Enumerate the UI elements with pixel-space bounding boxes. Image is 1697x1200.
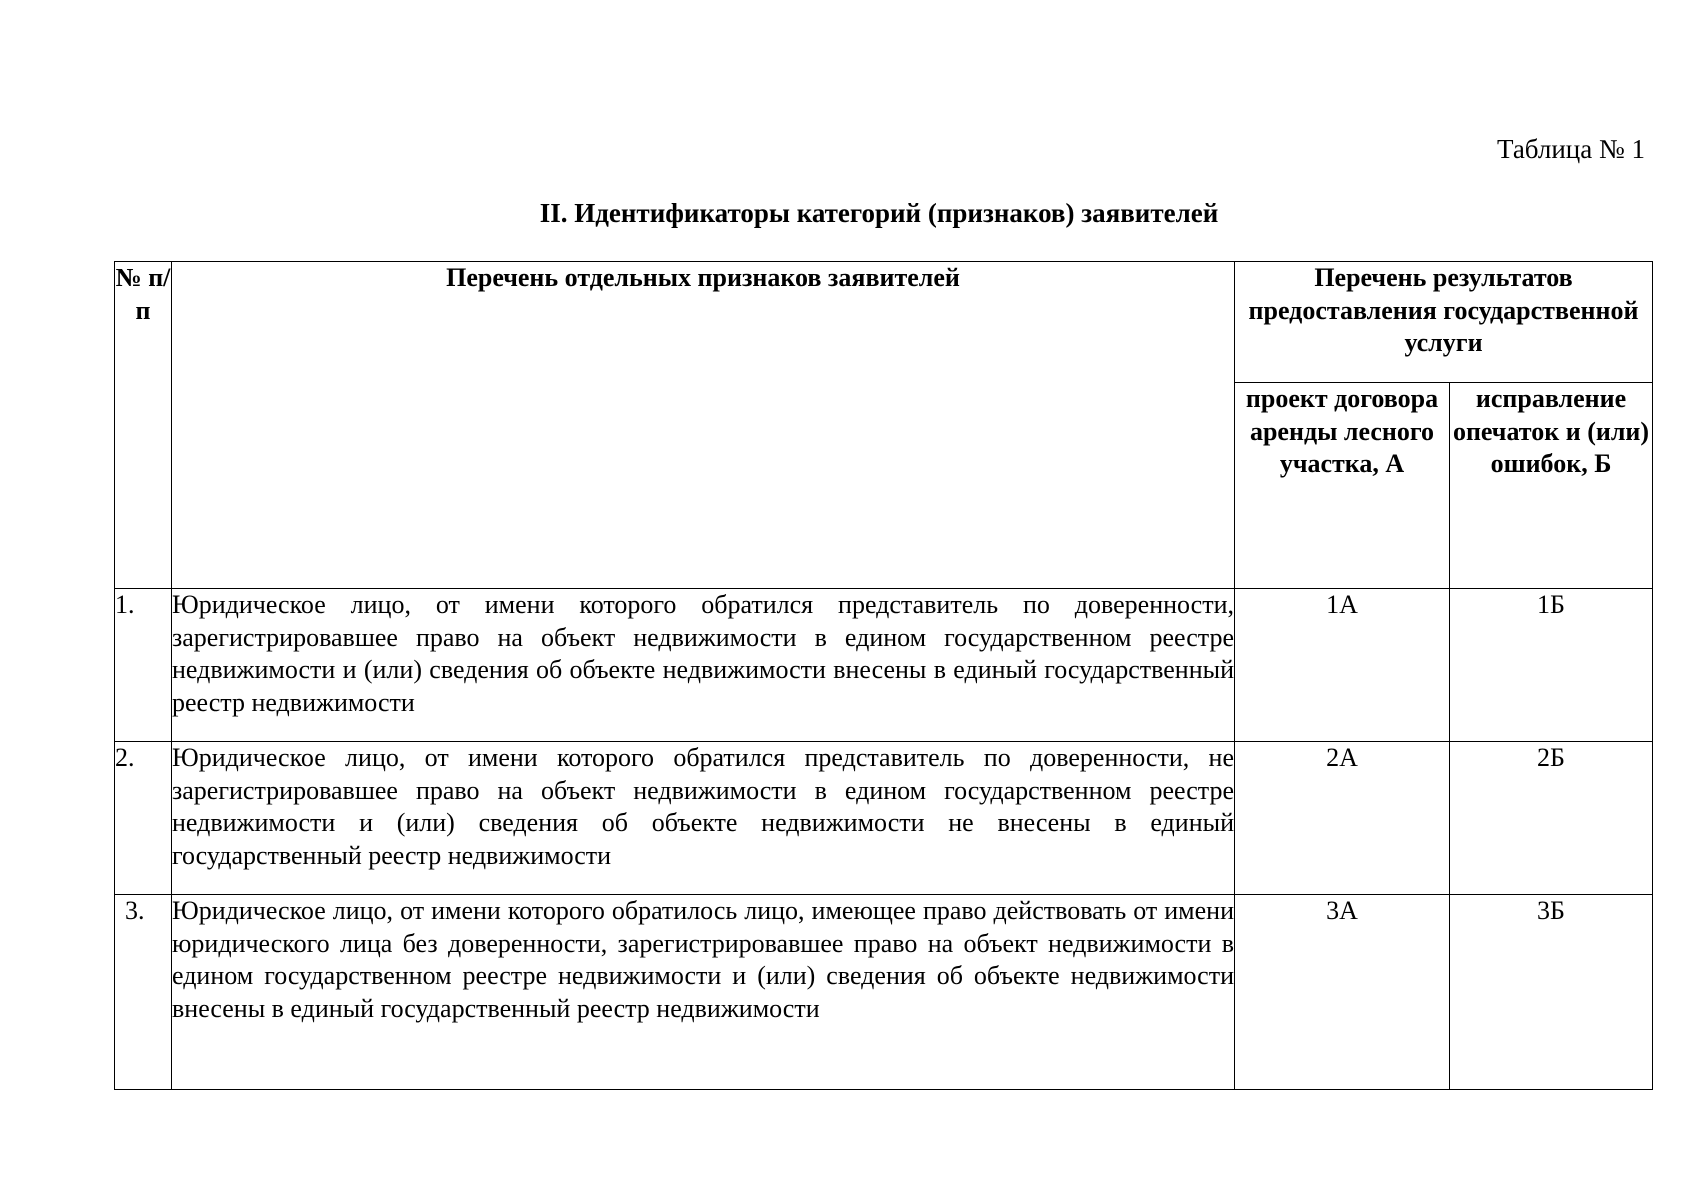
header-result-b: исправление опечаток и (или) ошибок, Б [1450, 383, 1653, 589]
row-description: Юридическое лицо, от имени которого обратился представитель по доверенности, зарегистрировавшее право на объект недвижимости в едином государственном реестре недвижимости и (или) сведения об объекте недвижимости внесены в единый государственный реестр недвижимости [172, 589, 1235, 742]
row-code-a: 3А [1235, 895, 1450, 1090]
row-description: Юридическое лицо, от имени которого обратился представитель по доверенности, не зарегистрировавшее право на объект недвижимости в едином государственном реестре недвижимости и (или) сведения об объекте недвижимости не внесены в единый государственный реестр недвижимости [172, 742, 1235, 895]
table-header-row [115, 262, 1653, 383]
section-title: II. Идентификаторы категорий (признаков) заявителей [539, 198, 1219, 228]
row-code-b: 2Б [1450, 742, 1653, 895]
row-code-b: 3Б [1450, 895, 1653, 1090]
header-results: Перечень результатов предоставления государственной услуги [1235, 262, 1653, 383]
applicant-categories-table [114, 261, 1653, 1090]
header-criteria: Перечень отдельных признаков заявителей [172, 262, 1235, 589]
row-description: Юридическое лицо, от имени которого обратилось лицо, имеющее право действовать от имени юридического лица без доверенности, зарегистрировавшее право на объект недвижимости в едином государственном реестре недвижимости и (или) сведения об объекте недвижимости внесены в единый государственный реестр недвижимости [172, 895, 1235, 1090]
row-number: 1. [115, 589, 172, 742]
table-row [115, 742, 1653, 895]
table-row [115, 589, 1653, 742]
row-code-b: 1Б [1450, 589, 1653, 742]
row-number: 2. [115, 742, 172, 895]
header-result-a: проект договора аренды лесного участка, А [1235, 383, 1450, 589]
table-row [115, 895, 1653, 1090]
row-code-a: 1А [1235, 589, 1450, 742]
header-number: № п/п [115, 262, 172, 589]
row-number: 3. [115, 895, 172, 1090]
row-code-a: 2А [1235, 742, 1450, 895]
table-label: Таблица № 1 [1497, 134, 1645, 164]
